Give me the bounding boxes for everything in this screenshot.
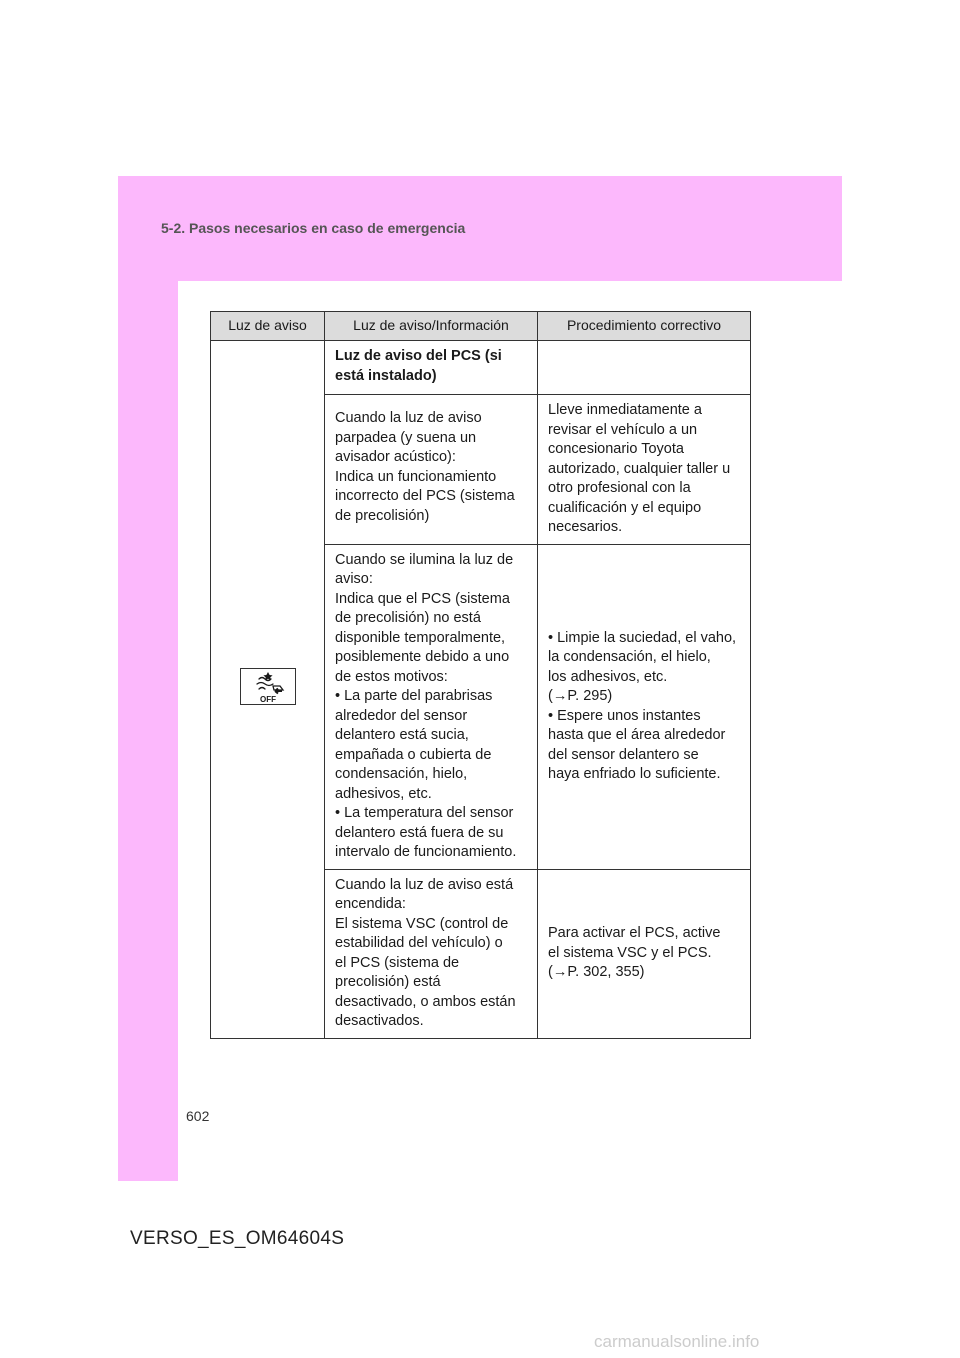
info-bullet bbox=[335, 804, 533, 863]
bullet-line: • Espere unos instantes bbox=[548, 707, 701, 724]
bullet-line: intervalo de funcionamiento. bbox=[335, 844, 517, 860]
bullet-line: haya enfriado lo suficiente. bbox=[548, 766, 721, 782]
info-line: de estos motivos: bbox=[335, 668, 448, 685]
procedure-line: otro profesional con la bbox=[548, 480, 691, 496]
procedure-line: concesionario Toyota bbox=[548, 441, 684, 457]
info-line: parpadea (y suena un bbox=[335, 429, 477, 446]
bullet-line: alrededor del sensor bbox=[335, 707, 468, 724]
group-title-cell bbox=[325, 341, 538, 395]
info-line: Indica que el PCS (sistema bbox=[335, 590, 510, 607]
header-procedure: Procedimiento correctivo bbox=[538, 312, 751, 341]
bullet-line: empañada o cubierta de bbox=[335, 746, 492, 763]
procedure-line: necesarios. bbox=[548, 519, 623, 535]
procedure-line: el sistema VSC y el PCS. bbox=[548, 944, 712, 961]
procedure-bullet bbox=[548, 629, 746, 707]
group-title-empty bbox=[538, 341, 751, 395]
bullet-line: del sensor delantero se bbox=[548, 746, 699, 763]
info-line: estabilidad del vehículo) o bbox=[335, 935, 503, 951]
procedure-line: cualificación y el equipo bbox=[548, 499, 702, 516]
bullet-line: • La temperatura del sensor bbox=[335, 805, 514, 821]
bullet-line: adhesivos, etc. bbox=[335, 785, 432, 802]
section-title: 5-2. Pasos necesarios en caso de emergencia bbox=[161, 220, 466, 236]
info-line: Indica un funcionamiento bbox=[335, 468, 497, 485]
document-code: VERSO_ES_OM64604S bbox=[130, 1228, 345, 1249]
table-row-group-title bbox=[211, 341, 751, 395]
info-line: precolisión) está bbox=[335, 974, 441, 990]
warning-light-table bbox=[210, 311, 751, 1039]
procedure-cell bbox=[538, 869, 751, 1038]
info-cell bbox=[325, 869, 538, 1038]
info-line: de precolisión) bbox=[335, 507, 430, 524]
procedure-line: revisar el vehículo a un bbox=[548, 421, 698, 438]
group-title-line: está instalado) bbox=[335, 367, 437, 384]
info-line: desactivados. bbox=[335, 1013, 424, 1029]
pcs-off-warning-icon bbox=[240, 668, 296, 705]
bullet-line: la condensación, el hielo, bbox=[548, 649, 711, 665]
procedure-bullet bbox=[548, 707, 746, 785]
procedure-line: Para activar el PCS, active bbox=[548, 925, 721, 942]
bullet-line: delantero está fuera de su bbox=[335, 824, 504, 841]
info-line: incorrecto del PCS (sistema bbox=[335, 488, 515, 504]
pcs-icon-label: OFF bbox=[259, 694, 276, 704]
procedure-line: (→P. 302, 355) bbox=[548, 964, 645, 981]
bullet-line: hasta que el área alrededor bbox=[548, 727, 726, 743]
info-bullet bbox=[335, 687, 533, 804]
info-line: el PCS (sistema de bbox=[335, 954, 460, 971]
header-warning-light: Luz de aviso bbox=[211, 312, 325, 341]
info-cell bbox=[325, 544, 538, 869]
info-line: disponible temporalmente, bbox=[335, 629, 506, 646]
info-line: avisador acústico): bbox=[335, 449, 456, 465]
icon-cell bbox=[211, 341, 325, 1039]
info-line: Cuando la luz de aviso bbox=[335, 410, 482, 426]
info-line: posiblemente debido a uno bbox=[335, 649, 510, 665]
procedure-cell bbox=[538, 395, 751, 545]
table-header-row bbox=[211, 312, 751, 341]
header-info: Luz de aviso/Información bbox=[325, 312, 538, 341]
procedure-line: autorizado, cualquier taller u bbox=[548, 460, 731, 477]
info-line: El sistema VSC (control de bbox=[335, 915, 509, 932]
bullet-line: • La parte del parabrisas bbox=[335, 688, 493, 704]
watermark: carmanualsonline.info bbox=[594, 1332, 760, 1351]
bullet-line: los adhesivos, etc. bbox=[548, 668, 668, 685]
procedure-cell bbox=[538, 544, 751, 869]
group-title-line: Luz de aviso del PCS (si bbox=[335, 348, 502, 364]
info-line: aviso: bbox=[335, 571, 373, 587]
info-line: Cuando se ilumina la luz de bbox=[335, 551, 514, 568]
bullet-line: condensación, hielo, bbox=[335, 766, 468, 782]
bullet-line: (→P. 295) bbox=[548, 688, 613, 704]
info-line: de precolisión) no está bbox=[335, 610, 481, 626]
info-line: Cuando la luz de aviso está bbox=[335, 876, 514, 893]
bullet-line: delantero está sucia, bbox=[335, 727, 469, 743]
info-cell bbox=[325, 395, 538, 545]
info-line: desactivado, o ambos están bbox=[335, 993, 516, 1010]
bullet-line: • Limpie la suciedad, el vaho, bbox=[548, 629, 737, 646]
side-band bbox=[118, 281, 178, 1181]
info-line: encendida: bbox=[335, 896, 406, 912]
procedure-line: Lleve inmediatamente a bbox=[548, 402, 702, 418]
page-number: 602 bbox=[186, 1108, 210, 1124]
